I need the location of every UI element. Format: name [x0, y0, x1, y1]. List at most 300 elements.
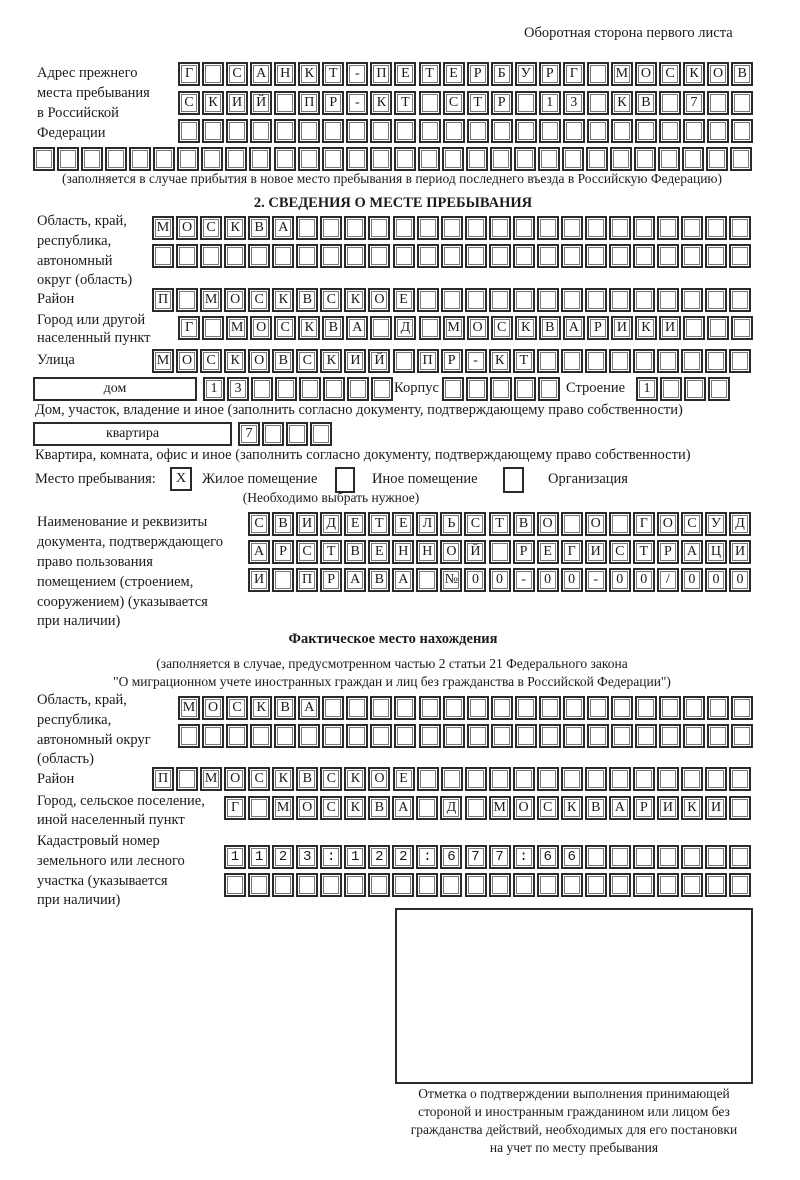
char-cell[interactable]: [706, 147, 728, 171]
char-cell[interactable]: Т: [322, 62, 344, 86]
char-cell[interactable]: [635, 119, 657, 143]
char-cell[interactable]: Б: [491, 62, 513, 86]
char-cell[interactable]: П: [152, 288, 174, 312]
char-cell[interactable]: К: [635, 316, 657, 340]
char-cell[interactable]: М: [611, 62, 633, 86]
char-cell[interactable]: [537, 349, 559, 373]
char-cell[interactable]: 0: [561, 568, 583, 592]
char-cell[interactable]: О: [537, 512, 559, 536]
char-cell[interactable]: В: [368, 568, 390, 592]
char-cell[interactable]: -: [465, 349, 487, 373]
char-cell[interactable]: [586, 147, 608, 171]
char-cell[interactable]: [708, 377, 730, 401]
char-cell[interactable]: [394, 119, 416, 143]
char-cell[interactable]: [731, 724, 753, 748]
char-cell[interactable]: [681, 767, 703, 791]
char-cell[interactable]: [587, 62, 609, 86]
char-cell[interactable]: [443, 696, 465, 720]
char-cell[interactable]: [730, 147, 752, 171]
char-cell[interactable]: [491, 724, 513, 748]
char-cell[interactable]: [705, 288, 727, 312]
char-cell[interactable]: [200, 244, 222, 268]
char-cell[interactable]: О: [635, 62, 657, 86]
char-cell[interactable]: [57, 147, 79, 171]
char-cell[interactable]: [585, 216, 607, 240]
char-cell[interactable]: С: [296, 540, 318, 564]
char-cell[interactable]: [249, 147, 271, 171]
char-cell[interactable]: [322, 147, 344, 171]
char-cell[interactable]: М: [443, 316, 465, 340]
char-cell[interactable]: [633, 288, 655, 312]
char-cell[interactable]: В: [272, 512, 294, 536]
char-cell[interactable]: Е: [443, 62, 465, 86]
char-cell[interactable]: [298, 724, 320, 748]
char-cell[interactable]: А: [272, 216, 294, 240]
char-cell[interactable]: Р: [272, 540, 294, 564]
cadastral-row-1[interactable]: [224, 845, 753, 867]
char-cell[interactable]: [515, 724, 537, 748]
char-cell[interactable]: [683, 724, 705, 748]
char-cell[interactable]: М: [200, 288, 222, 312]
char-cell[interactable]: [129, 147, 151, 171]
char-cell[interactable]: 0: [609, 568, 631, 592]
char-cell[interactable]: [705, 244, 727, 268]
char-cell[interactable]: [729, 216, 751, 240]
char-cell[interactable]: Т: [419, 62, 441, 86]
char-cell[interactable]: [346, 147, 368, 171]
char-cell[interactable]: М: [200, 767, 222, 791]
char-cell[interactable]: [344, 216, 366, 240]
char-cell[interactable]: [224, 244, 246, 268]
char-cell[interactable]: [657, 845, 679, 869]
char-cell[interactable]: [489, 216, 511, 240]
document-row-2[interactable]: [248, 540, 753, 562]
char-cell[interactable]: Г: [178, 62, 200, 86]
char-cell[interactable]: [346, 696, 368, 720]
char-cell[interactable]: К: [202, 91, 224, 115]
region-row-2[interactable]: [152, 244, 753, 266]
actual-region-row-2[interactable]: [178, 724, 755, 746]
char-cell[interactable]: [657, 767, 679, 791]
char-cell[interactable]: [585, 873, 607, 897]
char-cell[interactable]: Г: [178, 316, 200, 340]
char-cell[interactable]: К: [344, 796, 366, 820]
char-cell[interactable]: [152, 244, 174, 268]
char-cell[interactable]: [416, 796, 438, 820]
char-cell[interactable]: К: [561, 796, 583, 820]
char-cell[interactable]: [537, 244, 559, 268]
char-cell[interactable]: О: [707, 62, 729, 86]
char-cell[interactable]: 1: [203, 377, 225, 401]
char-cell[interactable]: И: [344, 349, 366, 373]
char-cell[interactable]: [248, 244, 270, 268]
char-cell[interactable]: Е: [537, 540, 559, 564]
char-cell[interactable]: [561, 873, 583, 897]
char-cell[interactable]: В: [513, 512, 535, 536]
char-cell[interactable]: [105, 147, 127, 171]
char-cell[interactable]: В: [248, 216, 270, 240]
char-cell[interactable]: [224, 873, 246, 897]
char-cell[interactable]: [681, 349, 703, 373]
char-cell[interactable]: [491, 119, 513, 143]
char-cell[interactable]: [683, 696, 705, 720]
char-cell[interactable]: С: [226, 62, 248, 86]
char-cell[interactable]: [563, 696, 585, 720]
char-cell[interactable]: [347, 377, 369, 401]
char-cell[interactable]: Н: [274, 62, 296, 86]
char-cell[interactable]: 0: [464, 568, 486, 592]
char-cell[interactable]: Й: [368, 349, 390, 373]
char-cell[interactable]: Й: [250, 91, 272, 115]
char-cell[interactable]: [394, 724, 416, 748]
char-cell[interactable]: -: [585, 568, 607, 592]
char-cell[interactable]: [176, 288, 198, 312]
char-cell[interactable]: С: [537, 796, 559, 820]
char-cell[interactable]: [561, 216, 583, 240]
char-cell[interactable]: Т: [467, 91, 489, 115]
char-cell[interactable]: [489, 244, 511, 268]
char-cell[interactable]: [539, 119, 561, 143]
char-cell[interactable]: [370, 119, 392, 143]
char-cell[interactable]: [561, 288, 583, 312]
char-cell[interactable]: [610, 147, 632, 171]
char-cell[interactable]: [538, 147, 560, 171]
actual-district-row[interactable]: [152, 767, 753, 789]
char-cell[interactable]: К: [224, 349, 246, 373]
char-cell[interactable]: П: [298, 91, 320, 115]
char-cell[interactable]: [178, 119, 200, 143]
char-cell[interactable]: К: [681, 796, 703, 820]
char-cell[interactable]: О: [224, 288, 246, 312]
char-cell[interactable]: И: [248, 568, 270, 592]
char-cell[interactable]: [707, 696, 729, 720]
prev-address-row-3[interactable]: [178, 119, 755, 141]
char-cell[interactable]: [561, 244, 583, 268]
char-cell[interactable]: [489, 767, 511, 791]
char-cell[interactable]: Д: [729, 512, 751, 536]
char-cell[interactable]: К: [298, 316, 320, 340]
char-cell[interactable]: [731, 696, 753, 720]
char-cell[interactable]: [561, 767, 583, 791]
char-cell[interactable]: [417, 288, 439, 312]
char-cell[interactable]: 1: [539, 91, 561, 115]
char-cell[interactable]: О: [248, 349, 270, 373]
char-cell[interactable]: [226, 724, 248, 748]
char-cell[interactable]: 0: [705, 568, 727, 592]
char-cell[interactable]: [368, 873, 390, 897]
char-cell[interactable]: [587, 91, 609, 115]
char-cell[interactable]: [320, 873, 342, 897]
char-cell[interactable]: Е: [393, 288, 415, 312]
char-cell[interactable]: [705, 216, 727, 240]
char-cell[interactable]: В: [344, 540, 366, 564]
char-cell[interactable]: Е: [344, 512, 366, 536]
char-cell[interactable]: [248, 873, 270, 897]
char-cell[interactable]: [537, 873, 559, 897]
char-cell[interactable]: Д: [440, 796, 462, 820]
actual-city-row[interactable]: [224, 796, 753, 818]
char-cell[interactable]: [635, 724, 657, 748]
char-cell[interactable]: [609, 216, 631, 240]
char-cell[interactable]: Н: [416, 540, 438, 564]
char-cell[interactable]: А: [609, 796, 631, 820]
char-cell[interactable]: А: [681, 540, 703, 564]
char-cell[interactable]: [537, 288, 559, 312]
char-cell[interactable]: [729, 767, 751, 791]
char-cell[interactable]: В: [274, 696, 296, 720]
char-cell[interactable]: [248, 796, 270, 820]
char-cell[interactable]: [178, 724, 200, 748]
char-cell[interactable]: [563, 119, 585, 143]
char-cell[interactable]: [370, 316, 392, 340]
document-row-1[interactable]: [248, 512, 753, 534]
char-cell[interactable]: [657, 216, 679, 240]
char-cell[interactable]: [299, 377, 321, 401]
char-cell[interactable]: В: [731, 62, 753, 86]
char-cell[interactable]: [320, 216, 342, 240]
char-cell[interactable]: [81, 147, 103, 171]
char-cell[interactable]: [585, 288, 607, 312]
char-cell[interactable]: [394, 696, 416, 720]
char-cell[interactable]: О: [368, 767, 390, 791]
char-cell[interactable]: [563, 724, 585, 748]
char-cell[interactable]: [417, 767, 439, 791]
char-cell[interactable]: [441, 244, 463, 268]
char-cell[interactable]: [370, 696, 392, 720]
char-cell[interactable]: [296, 216, 318, 240]
char-cell[interactable]: К: [683, 62, 705, 86]
char-cell[interactable]: [731, 316, 753, 340]
char-cell[interactable]: [707, 91, 729, 115]
char-cell[interactable]: А: [248, 540, 270, 564]
char-cell[interactable]: [346, 119, 368, 143]
char-cell[interactable]: К: [272, 767, 294, 791]
char-cell[interactable]: [489, 540, 511, 564]
char-cell[interactable]: Р: [587, 316, 609, 340]
char-cell[interactable]: [370, 724, 392, 748]
char-cell[interactable]: А: [344, 568, 366, 592]
char-cell[interactable]: [394, 147, 416, 171]
char-cell[interactable]: [657, 288, 679, 312]
char-cell[interactable]: И: [611, 316, 633, 340]
char-cell[interactable]: [585, 349, 607, 373]
char-cell[interactable]: С: [659, 62, 681, 86]
char-cell[interactable]: 0: [633, 568, 655, 592]
char-cell[interactable]: В: [539, 316, 561, 340]
char-cell[interactable]: С: [320, 288, 342, 312]
char-cell[interactable]: [416, 873, 438, 897]
stay-option-residential-checkbox[interactable]: X: [170, 467, 192, 491]
char-cell[interactable]: [322, 724, 344, 748]
char-cell[interactable]: [489, 288, 511, 312]
char-cell[interactable]: [633, 244, 655, 268]
char-cell[interactable]: В: [322, 316, 344, 340]
char-cell[interactable]: [707, 724, 729, 748]
char-cell[interactable]: [202, 119, 224, 143]
char-cell[interactable]: -: [513, 568, 535, 592]
char-cell[interactable]: [609, 349, 631, 373]
char-cell[interactable]: [393, 216, 415, 240]
char-cell[interactable]: [513, 873, 535, 897]
char-cell[interactable]: [322, 119, 344, 143]
char-cell[interactable]: [609, 873, 631, 897]
char-cell[interactable]: [514, 147, 536, 171]
char-cell[interactable]: [202, 62, 224, 86]
actual-region-row-1[interactable]: [178, 696, 755, 718]
char-cell[interactable]: Ц: [705, 540, 727, 564]
char-cell[interactable]: [515, 119, 537, 143]
stay-option-organization-checkbox[interactable]: [503, 467, 524, 493]
char-cell[interactable]: С: [200, 216, 222, 240]
char-cell[interactable]: С: [248, 512, 270, 536]
char-cell[interactable]: [657, 349, 679, 373]
char-cell[interactable]: С: [178, 91, 200, 115]
apartment-type-field[interactable]: квартира: [33, 422, 232, 446]
char-cell[interactable]: [562, 147, 584, 171]
char-cell[interactable]: [611, 696, 633, 720]
house-type-field[interactable]: дом: [33, 377, 197, 401]
char-cell[interactable]: [225, 147, 247, 171]
char-cell[interactable]: [705, 767, 727, 791]
char-cell[interactable]: Е: [392, 512, 414, 536]
char-cell[interactable]: К: [272, 288, 294, 312]
char-cell[interactable]: 3: [563, 91, 585, 115]
char-cell[interactable]: [513, 244, 535, 268]
char-cell[interactable]: В: [368, 796, 390, 820]
char-cell[interactable]: [515, 91, 537, 115]
char-cell[interactable]: 3: [227, 377, 249, 401]
char-cell[interactable]: [371, 377, 393, 401]
char-cell[interactable]: [659, 119, 681, 143]
char-cell[interactable]: О: [513, 796, 535, 820]
char-cell[interactable]: [441, 767, 463, 791]
char-cell[interactable]: [707, 316, 729, 340]
char-cell[interactable]: Т: [368, 512, 390, 536]
district-row[interactable]: [152, 288, 753, 310]
char-cell[interactable]: Е: [393, 767, 415, 791]
char-cell[interactable]: А: [563, 316, 585, 340]
char-cell[interactable]: Р: [491, 91, 513, 115]
char-cell[interactable]: Д: [394, 316, 416, 340]
char-cell[interactable]: С: [320, 796, 342, 820]
char-cell[interactable]: А: [392, 796, 414, 820]
char-cell[interactable]: [442, 377, 464, 401]
char-cell[interactable]: И: [705, 796, 727, 820]
char-cell[interactable]: [515, 696, 537, 720]
street-row[interactable]: [152, 349, 753, 371]
char-cell[interactable]: [298, 147, 320, 171]
char-cell[interactable]: Р: [513, 540, 535, 564]
char-cell[interactable]: И: [296, 512, 318, 536]
char-cell[interactable]: 0: [729, 568, 751, 592]
char-cell[interactable]: Р: [322, 91, 344, 115]
char-cell[interactable]: [633, 216, 655, 240]
char-cell[interactable]: [729, 244, 751, 268]
char-cell[interactable]: У: [705, 512, 727, 536]
char-cell[interactable]: Т: [394, 91, 416, 115]
char-cell[interactable]: Н: [392, 540, 414, 564]
char-cell[interactable]: С: [443, 91, 465, 115]
char-cell[interactable]: [731, 119, 753, 143]
char-cell[interactable]: [660, 377, 682, 401]
char-cell[interactable]: [561, 512, 583, 536]
char-cell[interactable]: С: [248, 288, 270, 312]
char-cell[interactable]: Е: [394, 62, 416, 86]
char-cell[interactable]: [729, 349, 751, 373]
char-cell[interactable]: К: [370, 91, 392, 115]
char-cell[interactable]: [416, 568, 438, 592]
char-cell[interactable]: И: [659, 316, 681, 340]
char-cell[interactable]: М: [489, 796, 511, 820]
char-cell[interactable]: [296, 244, 318, 268]
char-cell[interactable]: [393, 244, 415, 268]
char-cell[interactable]: К: [489, 349, 511, 373]
char-cell[interactable]: 0: [681, 568, 703, 592]
char-cell[interactable]: [585, 244, 607, 268]
char-cell[interactable]: [465, 796, 487, 820]
char-cell[interactable]: [465, 767, 487, 791]
city-row[interactable]: [178, 316, 755, 338]
char-cell[interactable]: [176, 244, 198, 268]
prev-address-row-2[interactable]: [178, 91, 755, 113]
char-cell[interactable]: В: [296, 288, 318, 312]
char-cell[interactable]: Л: [416, 512, 438, 536]
char-cell[interactable]: Г: [563, 62, 585, 86]
char-cell[interactable]: [609, 767, 631, 791]
char-cell[interactable]: С: [320, 767, 342, 791]
char-cell[interactable]: О: [202, 696, 224, 720]
cadastral-row-2[interactable]: [224, 873, 753, 895]
char-cell[interactable]: М: [178, 696, 200, 720]
char-cell[interactable]: Г: [561, 540, 583, 564]
char-cell[interactable]: С: [464, 512, 486, 536]
char-cell[interactable]: [658, 147, 680, 171]
char-cell[interactable]: [443, 119, 465, 143]
char-cell[interactable]: [707, 119, 729, 143]
char-cell[interactable]: С: [681, 512, 703, 536]
char-cell[interactable]: [659, 91, 681, 115]
char-cell[interactable]: И: [657, 796, 679, 820]
char-cell[interactable]: [465, 244, 487, 268]
char-cell[interactable]: [368, 216, 390, 240]
char-cell[interactable]: [419, 91, 441, 115]
char-cell[interactable]: [490, 377, 512, 401]
char-cell[interactable]: [539, 696, 561, 720]
char-cell[interactable]: [419, 724, 441, 748]
char-cell[interactable]: [262, 422, 284, 446]
char-cell[interactable]: [681, 216, 703, 240]
char-cell[interactable]: [441, 216, 463, 240]
char-cell[interactable]: И: [729, 540, 751, 564]
char-cell[interactable]: [537, 767, 559, 791]
char-cell[interactable]: [323, 377, 345, 401]
char-cell[interactable]: А: [250, 62, 272, 86]
char-cell[interactable]: [587, 724, 609, 748]
char-cell[interactable]: Р: [441, 349, 463, 373]
char-cell[interactable]: [441, 288, 463, 312]
char-cell[interactable]: [33, 147, 55, 171]
char-cell[interactable]: Й: [464, 540, 486, 564]
char-cell[interactable]: [226, 119, 248, 143]
char-cell[interactable]: [609, 244, 631, 268]
char-cell[interactable]: [202, 316, 224, 340]
char-cell[interactable]: П: [417, 349, 439, 373]
char-cell[interactable]: [286, 422, 308, 446]
char-cell[interactable]: Р: [539, 62, 561, 86]
char-cell[interactable]: [729, 873, 751, 897]
char-cell[interactable]: [274, 91, 296, 115]
char-cell[interactable]: В: [296, 767, 318, 791]
